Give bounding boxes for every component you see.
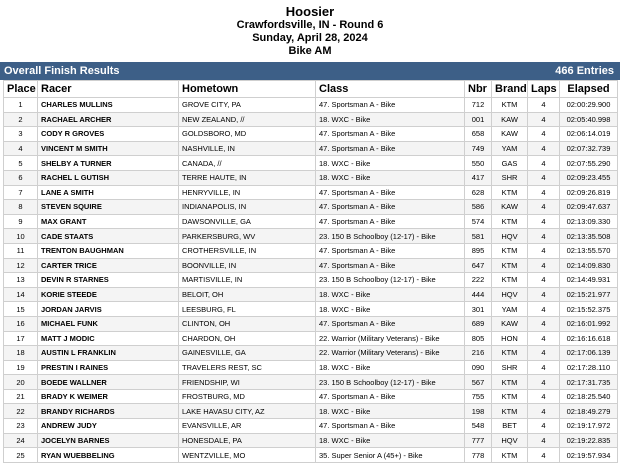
place-cell: 14 [4,287,38,302]
class-cell: 18. WXC - Bike [316,170,465,185]
elapsed-cell: 02:19:17.972 [560,419,618,434]
place-cell: 11 [4,243,38,258]
laps-cell: 4 [528,448,560,463]
col-elapsed[interactable]: Elapsed [560,81,618,98]
place-cell: 4 [4,141,38,156]
racer-cell: BRANDY RICHARDS [38,404,179,419]
elapsed-cell: 02:18:25.540 [560,389,618,404]
brand-cell: KTM [492,258,528,273]
racer-cell: BOEDE WALLNER [38,375,179,390]
table-row [4,360,618,375]
place-cell: 22 [4,404,38,419]
place-cell: 6 [4,170,38,185]
place-cell: 1 [4,98,38,113]
laps-cell: 4 [528,243,560,258]
hometown-cell: LEESBURG, FL [179,302,316,317]
table-row [4,200,618,215]
elapsed-cell: 02:13:55.570 [560,243,618,258]
class-cell: 47. Sportsman A - Bike [316,98,465,113]
table-row [4,214,618,229]
hometown-cell: PARKERSBURG, WV [179,229,316,244]
col-hometown[interactable]: Hometown [179,81,316,98]
racer-cell: DEVIN R STARNES [38,273,179,288]
col-class[interactable]: Class [316,81,465,98]
place-cell: 7 [4,185,38,200]
table-row [4,448,618,463]
elapsed-cell: 02:13:35.508 [560,229,618,244]
brand-cell: KTM [492,185,528,200]
nbr-cell: 417 [465,170,492,185]
class-cell: 22. Warrior (Military Veterans) - Bike [316,331,465,346]
place-cell: 13 [4,273,38,288]
table-row [4,127,618,142]
racer-cell: RACHEL L GUTISH [38,170,179,185]
class-cell: 23. 150 B Schoolboy (12-17) - Bike [316,375,465,390]
table-row [4,141,618,156]
entries-count: 466 Entries [555,65,614,77]
nbr-cell: 647 [465,258,492,273]
place-cell: 18 [4,346,38,361]
event-location: Crawfordsville, IN - Round 6 [236,19,384,31]
hometown-cell: HENRYVILLE, IN [179,185,316,200]
brand-cell: KAW [492,316,528,331]
class-cell: 18. WXC - Bike [316,156,465,171]
racer-cell: CADE STAATS [38,229,179,244]
nbr-cell: 567 [465,375,492,390]
results-table [3,80,618,463]
racer-cell: MATT J MODIC [38,331,179,346]
racer-cell: CODY R GROVES [38,127,179,142]
hometown-cell: HONESDALE, PA [179,433,316,448]
elapsed-cell: 02:14:09.830 [560,258,618,273]
elapsed-cell: 02:07:32.739 [560,141,618,156]
elapsed-cell: 02:09:23.455 [560,170,618,185]
brand-cell: GAS [492,156,528,171]
table-row [4,331,618,346]
racer-cell: PRESTIN I RAINES [38,360,179,375]
racer-cell: VINCENT M SMITH [38,141,179,156]
laps-cell: 4 [528,185,560,200]
laps-cell: 4 [528,273,560,288]
hometown-cell: CHARDON, OH [179,331,316,346]
class-cell: 18. WXC - Bike [316,404,465,419]
laps-cell: 4 [528,389,560,404]
elapsed-cell: 02:09:47.637 [560,200,618,215]
laps-cell: 4 [528,141,560,156]
nbr-cell: 301 [465,302,492,317]
racer-cell: KORIE STEEDE [38,287,179,302]
place-cell: 25 [4,448,38,463]
place-cell: 3 [4,127,38,142]
table-row [4,112,618,127]
hometown-cell: DAWSONVILLE, GA [179,214,316,229]
table-header-row [4,81,618,98]
brand-cell: HON [492,331,528,346]
table-row [4,316,618,331]
laps-cell: 4 [528,287,560,302]
class-cell: 47. Sportsman A - Bike [316,389,465,404]
table-row [4,404,618,419]
elapsed-cell: 02:06:14.019 [560,127,618,142]
table-row [4,346,618,361]
hometown-cell: FROSTBURG, MD [179,389,316,404]
nbr-cell: 689 [465,316,492,331]
elapsed-cell: 02:15:21.977 [560,287,618,302]
place-cell: 15 [4,302,38,317]
brand-cell: KTM [492,375,528,390]
elapsed-cell: 02:13:09.330 [560,214,618,229]
elapsed-cell: 02:18:49.279 [560,404,618,419]
nbr-cell: 548 [465,419,492,434]
brand-cell: BET [492,419,528,434]
table-row [4,170,618,185]
class-cell: 47. Sportsman A - Bike [316,127,465,142]
class-cell: 47. Sportsman A - Bike [316,185,465,200]
racer-cell: TRENTON BAUGHMAN [38,243,179,258]
nbr-cell: 090 [465,360,492,375]
table-row [4,287,618,302]
place-cell: 20 [4,375,38,390]
results-title-bar [0,62,620,80]
hometown-cell: GAINESVILLE, GA [179,346,316,361]
laps-cell: 4 [528,433,560,448]
event-session: Bike AM [288,45,332,57]
place-cell: 17 [4,331,38,346]
class-cell: 18. WXC - Bike [316,287,465,302]
racer-cell: CHARLES MULLINS [38,98,179,113]
brand-cell: KTM [492,404,528,419]
elapsed-cell: 02:00:29.900 [560,98,618,113]
nbr-cell: 777 [465,433,492,448]
laps-cell: 4 [528,170,560,185]
elapsed-cell: 02:16:01.992 [560,316,618,331]
brand-cell: KTM [492,448,528,463]
table-row [4,243,618,258]
elapsed-cell: 02:16:16.618 [560,331,618,346]
hometown-cell: CLINTON, OH [179,316,316,331]
class-cell: 35. Super Senior A (45+) - Bike [316,448,465,463]
laps-cell: 4 [528,360,560,375]
racer-cell: BRADY K WEIMER [38,389,179,404]
nbr-cell: 198 [465,404,492,419]
class-cell: 23. 150 B Schoolboy (12-17) - Bike [316,273,465,288]
table-row [4,433,618,448]
laps-cell: 4 [528,375,560,390]
brand-cell: SHR [492,170,528,185]
class-cell: 22. Warrior (Military Veterans) - Bike [316,346,465,361]
laps-cell: 4 [528,331,560,346]
elapsed-cell: 02:17:28.110 [560,360,618,375]
elapsed-cell: 02:17:31.735 [560,375,618,390]
racer-cell: MICHAEL FUNK [38,316,179,331]
racer-cell: MAX GRANT [38,214,179,229]
laps-cell: 4 [528,258,560,273]
elapsed-cell: 02:19:57.934 [560,448,618,463]
place-cell: 2 [4,112,38,127]
racer-cell: SHELBY A TURNER [38,156,179,171]
laps-cell: 4 [528,346,560,361]
place-cell: 9 [4,214,38,229]
class-cell: 18. WXC - Bike [316,433,465,448]
hometown-cell: BELOIT, OH [179,287,316,302]
class-cell: 47. Sportsman A - Bike [316,419,465,434]
nbr-cell: 586 [465,200,492,215]
place-cell: 10 [4,229,38,244]
laps-cell: 4 [528,127,560,142]
table-row [4,98,618,113]
nbr-cell: 216 [465,346,492,361]
elapsed-cell: 02:05:40.998 [560,112,618,127]
class-cell: 23. 150 B Schoolboy (12-17) - Bike [316,229,465,244]
table-row [4,419,618,434]
brand-cell: HQV [492,287,528,302]
hometown-cell: LAKE HAVASU CITY, AZ [179,404,316,419]
nbr-cell: 895 [465,243,492,258]
place-cell: 16 [4,316,38,331]
place-cell: 8 [4,200,38,215]
elapsed-cell: 02:14:49.931 [560,273,618,288]
col-laps[interactable]: Laps [528,81,560,98]
hometown-cell: GOLDSBORO, MD [179,127,316,142]
brand-cell: HQV [492,433,528,448]
racer-cell: JOCELYN BARNES [38,433,179,448]
place-cell: 21 [4,389,38,404]
class-cell: 47. Sportsman A - Bike [316,200,465,215]
racer-cell: RYAN WUEBBELING [38,448,179,463]
hometown-cell: TERRE HAUTE, IN [179,170,316,185]
class-cell: 18. WXC - Bike [316,360,465,375]
nbr-cell: 778 [465,448,492,463]
brand-cell: YAM [492,141,528,156]
laps-cell: 4 [528,419,560,434]
laps-cell: 4 [528,316,560,331]
nbr-cell: 444 [465,287,492,302]
table-row [4,185,618,200]
brand-cell: KAW [492,127,528,142]
nbr-cell: 628 [465,185,492,200]
hometown-cell: NASHVILLE, IN [179,141,316,156]
elapsed-cell: 02:15:52.375 [560,302,618,317]
table-row [4,302,618,317]
hometown-cell: BOONVILLE, IN [179,258,316,273]
col-nbr[interactable]: Nbr [465,81,492,98]
brand-cell: KAW [492,112,528,127]
results-header [0,0,620,58]
elapsed-cell: 02:09:26.819 [560,185,618,200]
place-cell: 23 [4,419,38,434]
nbr-cell: 755 [465,389,492,404]
brand-cell: KTM [492,243,528,258]
class-cell: 47. Sportsman A - Bike [316,214,465,229]
brand-cell: SHR [492,360,528,375]
event-title: Hoosier [285,4,335,19]
place-cell: 24 [4,433,38,448]
hometown-cell: NEW ZEALAND, // [179,112,316,127]
hometown-cell: CROTHERSVILLE, IN [179,243,316,258]
nbr-cell: 550 [465,156,492,171]
col-brand[interactable]: Brand [492,81,528,98]
hometown-cell: EVANSVILLE, AR [179,419,316,434]
class-cell: 47. Sportsman A - Bike [316,243,465,258]
brand-cell: HQV [492,229,528,244]
laps-cell: 4 [528,302,560,317]
place-cell: 19 [4,360,38,375]
place-cell: 5 [4,156,38,171]
nbr-cell: 222 [465,273,492,288]
laps-cell: 4 [528,229,560,244]
brand-cell: KTM [492,346,528,361]
table-row [4,229,618,244]
col-racer[interactable]: Racer [38,81,179,98]
brand-cell: KAW [492,200,528,215]
laps-cell: 4 [528,404,560,419]
nbr-cell: 749 [465,141,492,156]
class-cell: 18. WXC - Bike [316,302,465,317]
laps-cell: 4 [528,214,560,229]
elapsed-cell: 02:17:06.139 [560,346,618,361]
brand-cell: KTM [492,214,528,229]
racer-cell: CARTER TRICE [38,258,179,273]
hometown-cell: TRAVELERS REST, SC [179,360,316,375]
hometown-cell: CANADA, // [179,156,316,171]
class-cell: 47. Sportsman A - Bike [316,316,465,331]
place-cell: 12 [4,258,38,273]
nbr-cell: 574 [465,214,492,229]
elapsed-cell: 02:19:22.835 [560,433,618,448]
hometown-cell: GROVE CITY, PA [179,98,316,113]
class-cell: 47. Sportsman A - Bike [316,258,465,273]
table-row [4,375,618,390]
racer-cell: JORDAN JARVIS [38,302,179,317]
results-title: Overall Finish Results [4,65,120,77]
nbr-cell: 805 [465,331,492,346]
racer-cell: RACHAEL ARCHER [38,112,179,127]
nbr-cell: 712 [465,98,492,113]
brand-cell: KTM [492,273,528,288]
hometown-cell: FRIENDSHIP, WI [179,375,316,390]
laps-cell: 4 [528,200,560,215]
hometown-cell: INDIANAPOLIS, IN [179,200,316,215]
class-cell: 47. Sportsman A - Bike [316,141,465,156]
laps-cell: 4 [528,112,560,127]
laps-cell: 4 [528,156,560,171]
table-row [4,156,618,171]
nbr-cell: 581 [465,229,492,244]
nbr-cell: 001 [465,112,492,127]
nbr-cell: 658 [465,127,492,142]
elapsed-cell: 02:07:55.290 [560,156,618,171]
brand-cell: KTM [492,98,528,113]
table-row [4,258,618,273]
racer-cell: STEVEN SQUIRE [38,200,179,215]
brand-cell: YAM [492,302,528,317]
class-cell: 18. WXC - Bike [316,112,465,127]
col-place[interactable]: Place [4,81,38,98]
racer-cell: LANE A SMITH [38,185,179,200]
racer-cell: ANDREW JUDY [38,419,179,434]
brand-cell: KTM [492,389,528,404]
hometown-cell: WENTZVILLE, MO [179,448,316,463]
racer-cell: AUSTIN L FRANKLIN [38,346,179,361]
hometown-cell: MARTISVILLE, IN [179,273,316,288]
event-date: Sunday, April 28, 2024 [252,32,368,44]
table-row [4,273,618,288]
table-row [4,389,618,404]
laps-cell: 4 [528,98,560,113]
